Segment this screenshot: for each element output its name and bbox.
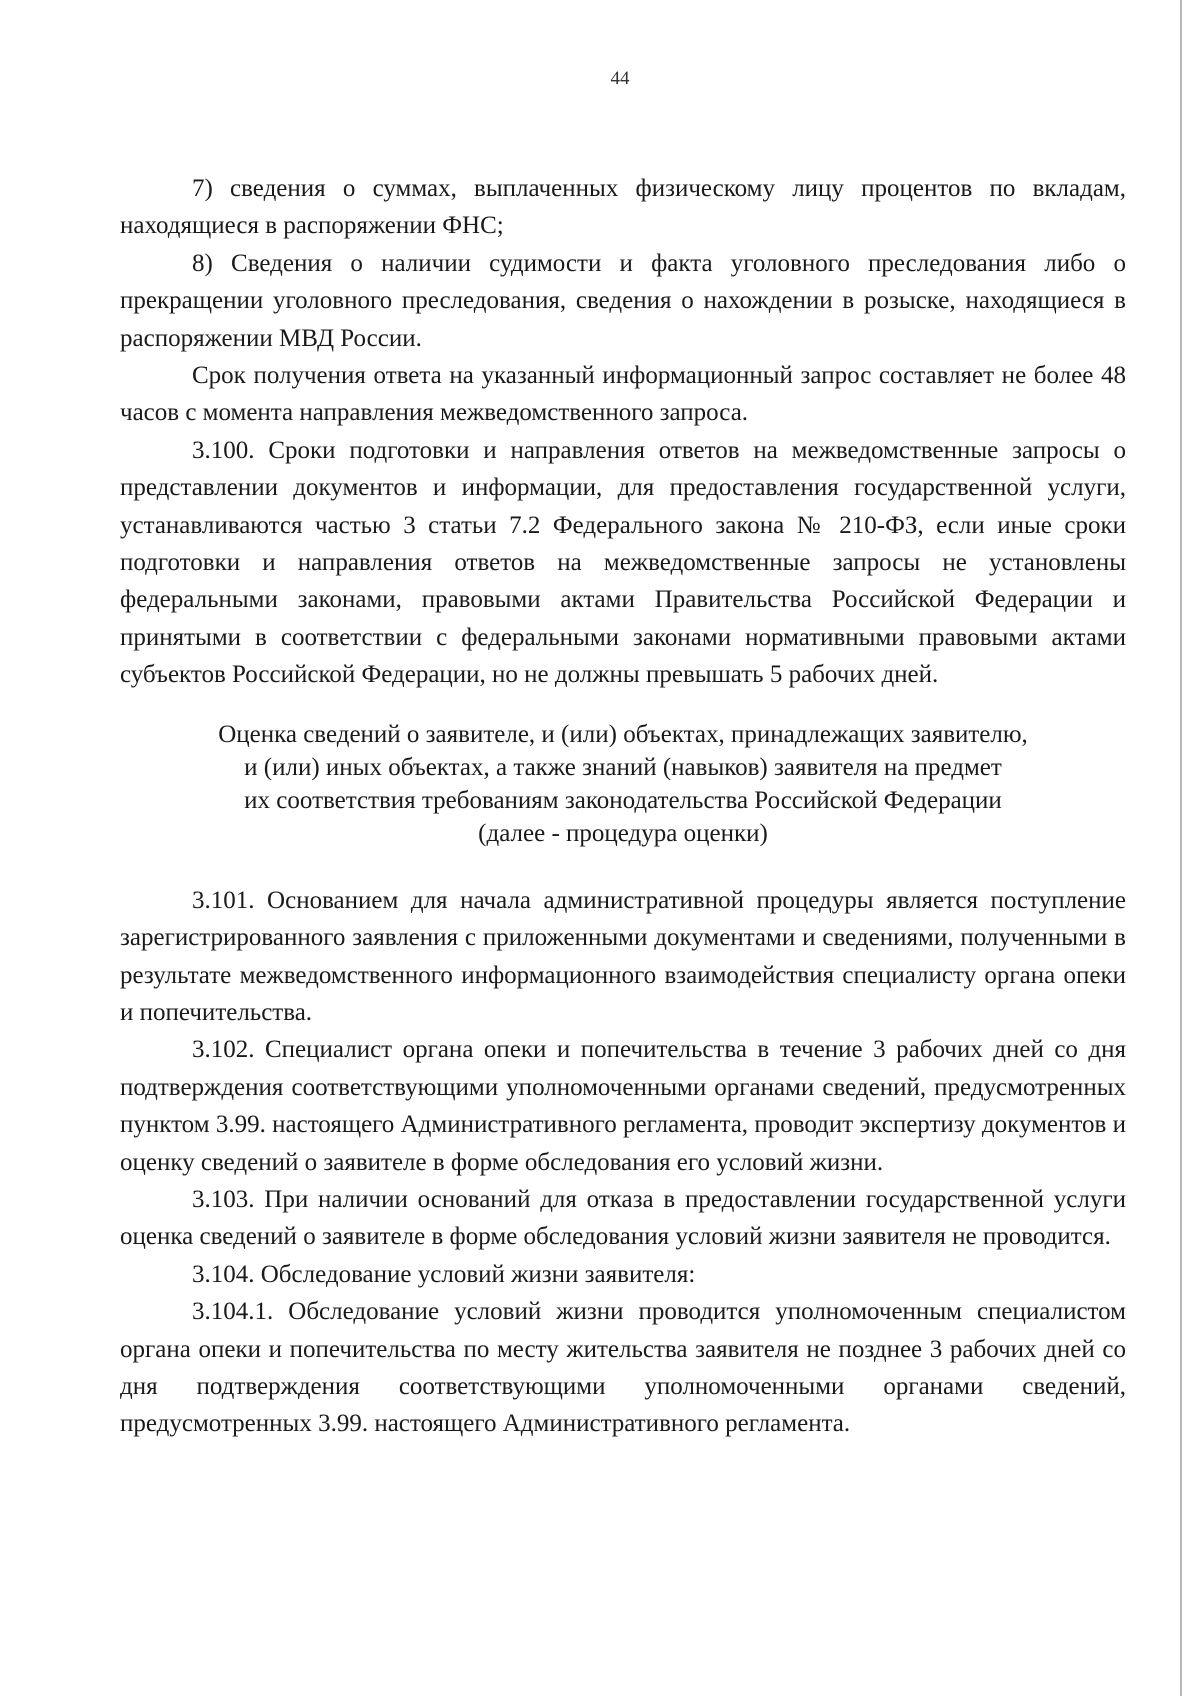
paragraph-3-101: 3.101. Основанием для начала административной процедуры является поступление зарегистрированного заявления с приложенными документами и сведениями, полученными в результате межведомственного информационного взаимодействия специалисту органа опеки и попечительства.	[120, 886, 1126, 1026]
document-body	[120, 170, 1126, 1443]
section-heading-line: и (или) иных объектах, а также знаний (навыков) заявителя на предмет	[244, 753, 1002, 781]
paragraph-3-104: 3.104. Обследование условий жизни заявителя:	[192, 1260, 696, 1288]
section-heading-line: их соответствия требованиям законодательства Российской Федерации	[244, 786, 1002, 814]
section-heading-line: (далее - процедура оценки)	[478, 819, 768, 847]
paragraph-3-103: 3.103. При наличии оснований для отказа в предоставлении государственной услуги оценка сведений о заявителе в форме обследования условий жизни заявителя не проводится.	[120, 1185, 1126, 1251]
page-number: 44	[610, 68, 630, 89]
paragraph-3-100: 3.100. Сроки подготовки и направления ответов на межведомственные запросы о представлении документов и информации, для предоставления государственной услуги, устанавливаются частью 3 статьи 7.2 Федерального закона № 210-ФЗ, если иные сроки подготовки и направления ответов на межведомственные запросы не установлены федеральными законами, правовыми актами Правительства Российской Федерации и принятыми в соответствии с федеральными законами нормативными правовыми актами субъектов Российской Федерации, но не должны превышать 5 рабочих дней.	[120, 436, 1126, 689]
paragraph-item-7: 7) сведения о суммах, выплаченных физическому лицу процентов по вкладам, находящиеся в распоряжении ФНС;	[120, 175, 1126, 240]
paragraph-response-deadline: Срок получения ответа на указанный информационный запрос составляет не более 48 часов с момента направления межведомственного запроса.	[120, 362, 1126, 427]
paragraph-item-8: 8) Сведения о наличии судимости и факта уголовного преследования либо о прекращении уголовного преследования, сведения о нахождении в розыске, находящиеся в распоряжении МВД России.	[120, 249, 1126, 352]
paragraph-3-104-1: 3.104.1. Обследование условий жизни проводится уполномоченным специалистом органа опеки и попечительства по месту жительства заявителя не позднее 3 рабочих дней со дня подтверждения соответствующими уполномоченными органами сведений, предусмотренных 3.99. настоящего Административного регламента.	[120, 1298, 1126, 1438]
section-heading	[120, 718, 1126, 850]
section-heading-line: Оценка сведений о заявителе, и (или) объектах, принадлежащих заявителю,	[218, 720, 1028, 748]
paragraph-3-102: 3.102. Специалист органа опеки и попечительства в течение 3 рабочих дней со дня подтверждения соответствующими уполномоченными органами сведений, предусмотренных пунктом 3.99. настоящего Административного регламента, проводит экспертизу документов и оценку сведений о заявителе в форме обследования его условий жизни.	[120, 1036, 1126, 1176]
scan-edge-line	[1180, 0, 1182, 1696]
